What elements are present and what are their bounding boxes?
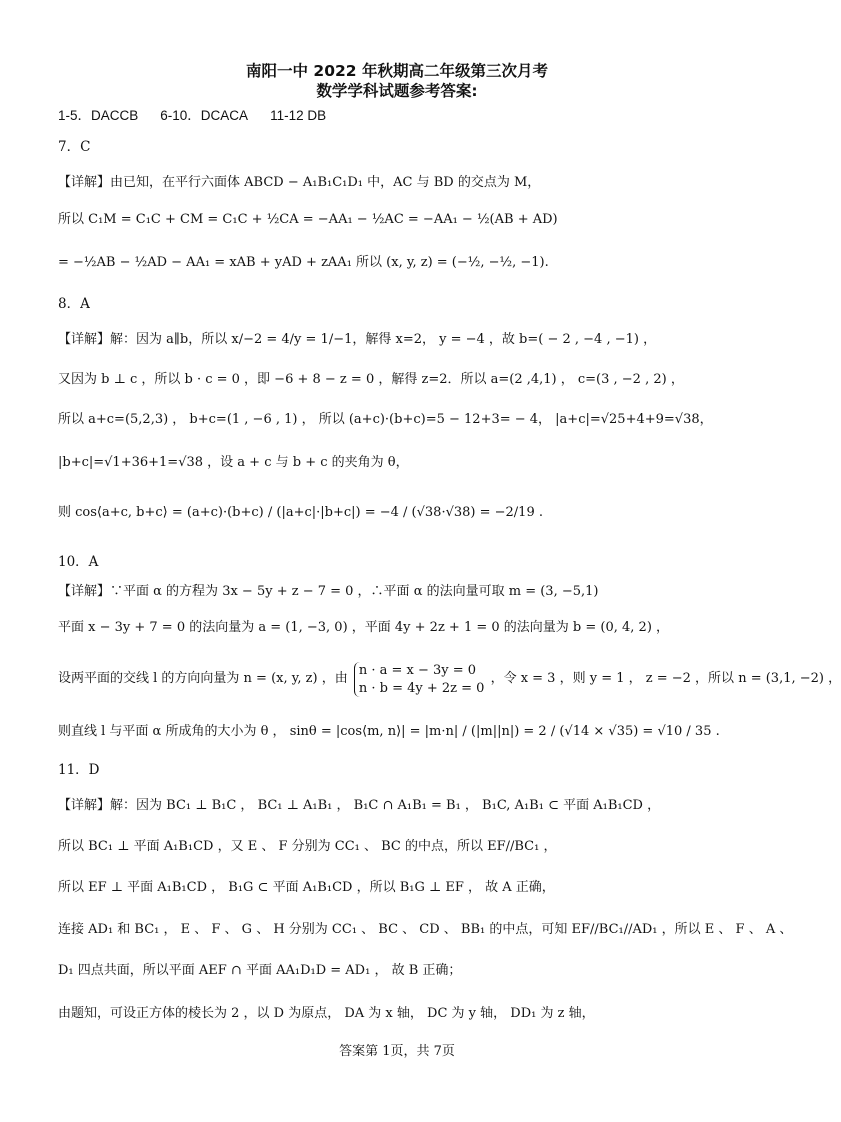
detail-tag: 【详解】 xyxy=(58,175,111,190)
q11-line-6: 由题知，可设正方体的棱长为 2 ，以 D 为原点， DA 为 x 轴， DC 为 y 轴， DD₁ 为 z 轴， xyxy=(58,1006,595,1021)
page-subtitle: 数学学科试题参考答案: xyxy=(316,82,478,100)
q8-heading: 8．A xyxy=(58,296,90,312)
q8-line-1 xyxy=(58,333,656,348)
q10-text-3b: ，令 x = 3 ，则 y = 1 ， z = −2 ，所以 n = (3,1, −2) ， xyxy=(490,671,841,687)
q8-line-5: 则 cos⟨a+c, b+c⟩ = (a+c)·(b+c) / (|a+c|·|b+c|) = −4 / (√38·√38) = −2/19 . xyxy=(58,505,543,520)
q7-line-2: 所以 C₁M = C₁C + CM = C₁C + ½CA = −AA₁ − ½AC = −AA₁ − ½(AB + AD) xyxy=(58,212,558,227)
q7-line-3: = −½AB − ½AD − AA₁ = xAB + yAD + zAA₁ 所以 (x, y, z) = (−½, −½, −1). xyxy=(58,255,549,270)
q11-line-3: 所以 EF ⊥ 平面 A₁B₁CD ， B₁G ⊂ 平面 A₁B₁CD ，所以 B₁G ⊥ EF ， 故 A 正确， xyxy=(58,880,555,895)
q8-line-2: 又因为 b ⊥ c ，所以 b · c = 0 ，即 −6 + 8 − z = 0 ，解得 z=2．所以 a=(2 ,4,1) ， c=(3 , −2 , 2) ， xyxy=(58,372,684,387)
q11-line-2: 所以 BC₁ ⊥ 平面 A₁B₁CD ，又 E 、 F 分别为 CC₁ 、 BC 的中点，所以 EF//BC₁ ， xyxy=(58,839,557,854)
q8-line-3: 所以 a+c=(5,2,3) ， b+c=(1 , −6 , 1) ， 所以 (a+c)·(b+c)=5 − 12+3= − 4， |a+c|=√25+4+9=√38， xyxy=(58,412,713,427)
detail-tag: 【详解】 xyxy=(58,332,111,347)
q8-text-1: 解：因为 a∥b，所以 x/−2 = 4/y = 1/−1，解得 x=2， y = −4 ，故 b=( − 2 , −4 , −1) ， xyxy=(110,332,657,347)
q10-line-3 xyxy=(58,662,841,697)
system-eq-2: n · b = 4y + 2z = 0 xyxy=(358,680,485,696)
page-title: 南阳一中 2022 年秋期高二年级第三次月考 xyxy=(246,62,548,80)
answer-key-row xyxy=(58,108,326,124)
q7-heading: 7．C xyxy=(58,139,91,155)
q7-text-1: 由已知，在平行六面体 ABCD − A₁B₁C₁D₁ 中，AC 与 BD 的交点为 M， xyxy=(110,175,541,190)
q10-text-3a: 设两平面的交线 l 的方向向量为 n = (x, y, z) ，由 xyxy=(58,671,348,687)
answer-group-11-12: 11-12 DB xyxy=(270,108,327,123)
system-eq-1: n · a = x − 3y = 0 xyxy=(358,663,477,678)
q11-heading: 11．D xyxy=(58,762,100,778)
answer-group-6-10: 6-10．DCACA xyxy=(160,108,249,123)
q11-line-4: 连接 AD₁ 和 BC₁ ， E 、 F 、 G 、 H 分别为 CC₁ 、 BC 、 CD 、 BB₁ 的中点，可知 EF//BC₁//AD₁ ，所以 E 、 F 、 A 、 xyxy=(58,922,793,937)
answer-group-1-5: 1-5．DACCB xyxy=(58,108,139,123)
q8-line-4: |b+c|=√1+36+1=√38 ，设 a + c 与 b + c 的夹角为 θ， xyxy=(58,455,409,470)
equation-system xyxy=(354,662,485,697)
detail-tag: 【详解】 xyxy=(58,798,111,813)
q10-line-2: 平面 x − 3y + 7 = 0 的法向量为 a = (1, −3, 0) ，平面 4y + 2z + 1 = 0 的法向量为 b = (0, 4, 2) ， xyxy=(58,620,670,635)
q11-line-5: D₁ 四点共面，所以平面 AEF ∩ 平面 AA₁D₁D = AD₁ ， 故 B 正确； xyxy=(58,963,462,978)
q10-text-1: ∵平面 α 的方程为 3x − 5y + z − 7 = 0 ，∴平面 α 的法向量可取 m = (3, −5,1) xyxy=(110,584,599,599)
q10-line-1 xyxy=(58,585,598,600)
q11-text-1: 解：因为 BC₁ ⊥ B₁C ， BC₁ ⊥ A₁B₁ ， B₁C ∩ A₁B₁ = B₁ ， B₁C, A₁B₁ ⊂ 平面 A₁B₁CD ， xyxy=(110,798,661,813)
q10-line-4: 则直线 l 与平面 α 所成角的大小为 θ ， sinθ = |cos⟨m, n⟩| = |m·n| / (|m||n|) = 2 / (√14 × √35) = √10 / 35 . xyxy=(58,724,720,739)
detail-tag: 【详解】 xyxy=(58,584,111,599)
q10-heading: 10．A xyxy=(58,554,99,570)
q7-line-1 xyxy=(58,176,540,191)
page-number-footer: 答案第 1页，共 7页 xyxy=(339,1044,455,1059)
q11-line-1 xyxy=(58,799,660,814)
